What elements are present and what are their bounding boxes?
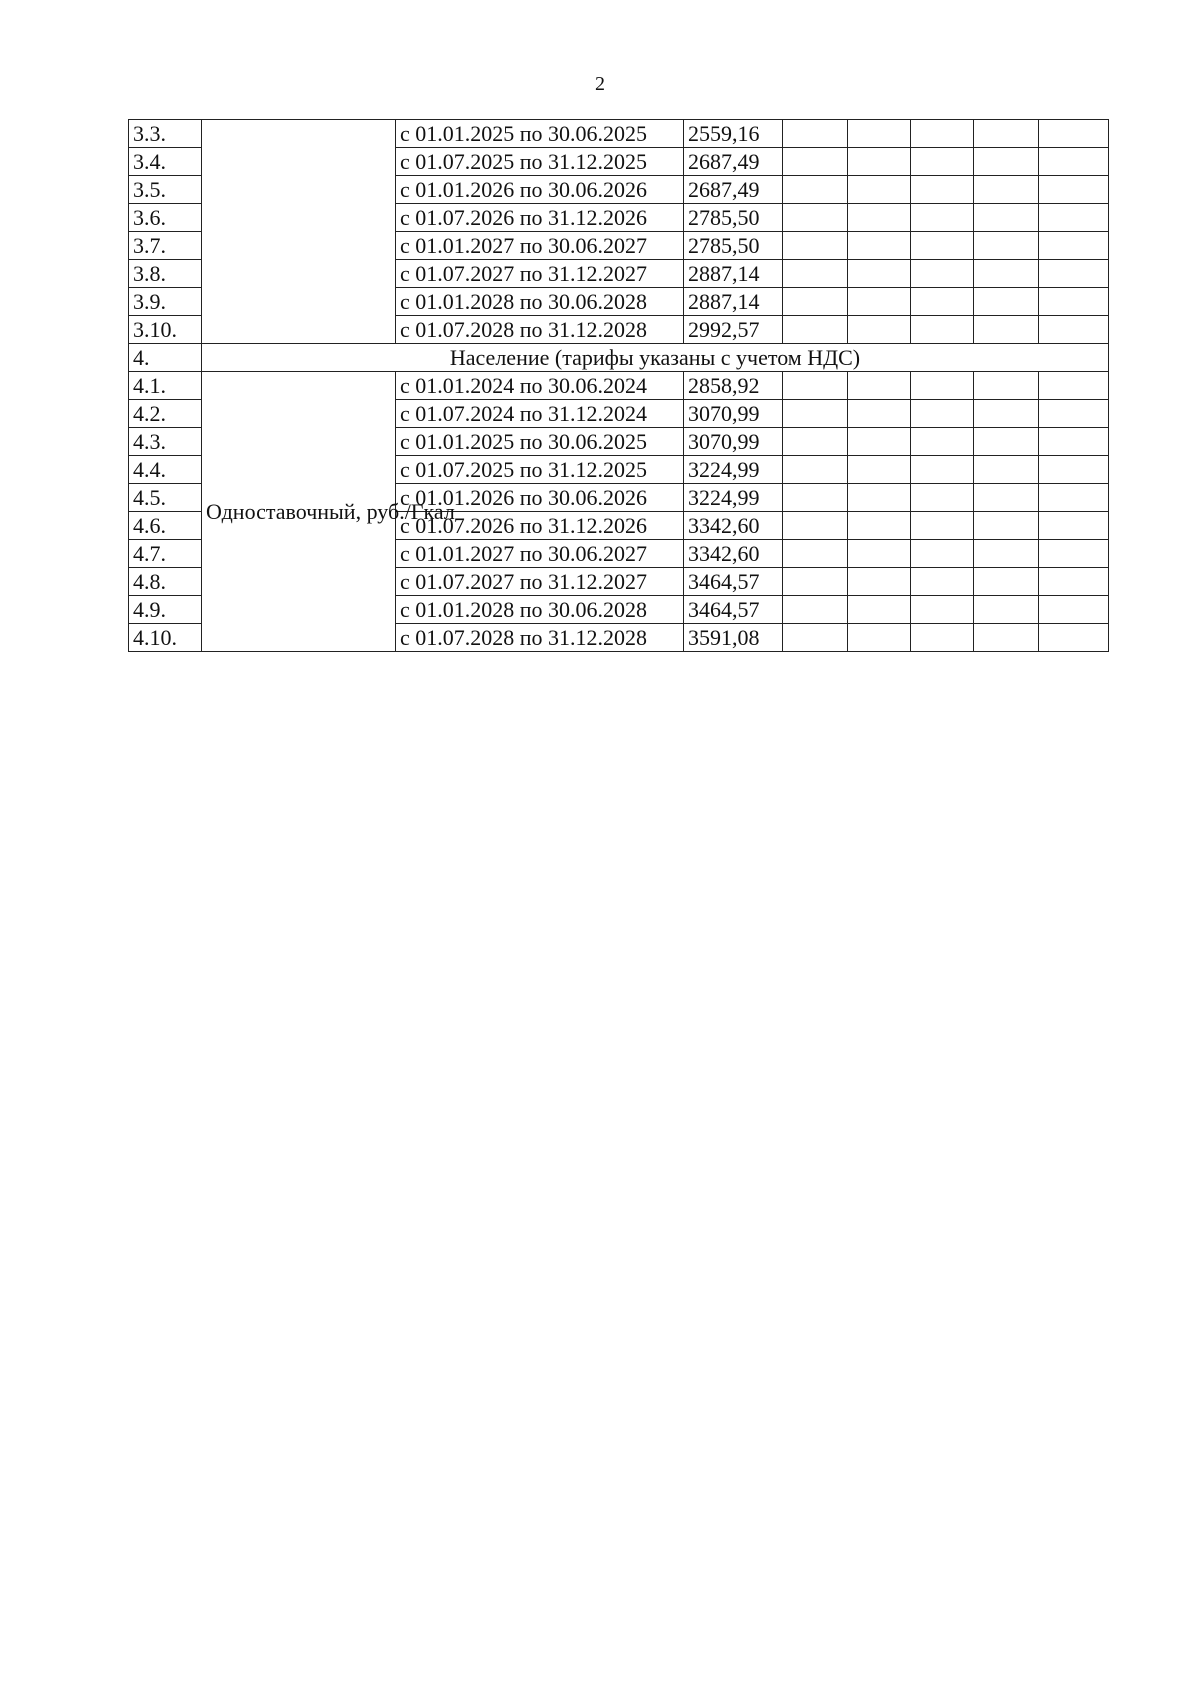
empty-cell — [1039, 120, 1109, 148]
empty-cell — [974, 484, 1039, 512]
empty-cell — [783, 176, 848, 204]
empty-cell — [783, 540, 848, 568]
row-number: 3.5. — [129, 176, 202, 204]
empty-cell — [848, 176, 911, 204]
section-row — [129, 344, 1109, 372]
empty-cell — [848, 288, 911, 316]
empty-cell — [1039, 484, 1109, 512]
empty-cell — [974, 148, 1039, 176]
row-number: 4.2. — [129, 400, 202, 428]
empty-cell — [974, 512, 1039, 540]
section-title: Население (тарифы указаны с учетом НДС) — [202, 344, 1109, 372]
table-row — [129, 120, 1109, 148]
empty-cell — [848, 232, 911, 260]
row-period: с 01.01.2026 по 30.06.2026 — [396, 176, 684, 204]
empty-cell — [848, 484, 911, 512]
empty-cell — [848, 568, 911, 596]
empty-cell — [1039, 260, 1109, 288]
row-period: с 01.07.2027 по 31.12.2027 — [396, 260, 684, 288]
empty-cell — [783, 568, 848, 596]
row-number: 3.3. — [129, 120, 202, 148]
row-number: 4.5. — [129, 484, 202, 512]
empty-cell — [911, 568, 974, 596]
row-period: с 01.07.2028 по 31.12.2028 — [396, 624, 684, 652]
row-period: с 01.01.2028 по 30.06.2028 — [396, 596, 684, 624]
empty-cell — [1039, 316, 1109, 344]
row-value: 3464,57 — [684, 568, 783, 596]
row-value: 3070,99 — [684, 400, 783, 428]
empty-cell — [783, 288, 848, 316]
empty-cell — [911, 120, 974, 148]
row-value: 3342,60 — [684, 540, 783, 568]
empty-cell — [974, 456, 1039, 484]
row-number: 3.4. — [129, 148, 202, 176]
row-period: с 01.01.2027 по 30.06.2027 — [396, 232, 684, 260]
empty-cell — [783, 316, 848, 344]
empty-cell — [783, 624, 848, 652]
empty-cell — [1039, 428, 1109, 456]
row-period: с 01.07.2027 по 31.12.2027 — [396, 568, 684, 596]
empty-cell — [783, 512, 848, 540]
empty-cell — [974, 568, 1039, 596]
empty-cell — [848, 204, 911, 232]
empty-cell — [974, 288, 1039, 316]
empty-cell — [974, 540, 1039, 568]
row-number: 4.3. — [129, 428, 202, 456]
empty-cell — [911, 624, 974, 652]
empty-cell — [848, 596, 911, 624]
empty-cell — [911, 428, 974, 456]
empty-cell — [783, 596, 848, 624]
tariff-type-cell — [202, 120, 396, 344]
row-value: 2887,14 — [684, 288, 783, 316]
empty-cell — [974, 596, 1039, 624]
row-value: 3070,99 — [684, 428, 783, 456]
row-number: 4.1. — [129, 372, 202, 400]
empty-cell — [1039, 288, 1109, 316]
empty-cell — [848, 260, 911, 288]
empty-cell — [848, 400, 911, 428]
empty-cell — [974, 176, 1039, 204]
row-number: 3.10. — [129, 316, 202, 344]
row-period: с 01.01.2026 по 30.06.2026 — [396, 484, 684, 512]
row-number: 4.9. — [129, 596, 202, 624]
empty-cell — [1039, 568, 1109, 596]
row-value: 2559,16 — [684, 120, 783, 148]
empty-cell — [911, 316, 974, 344]
empty-cell — [974, 428, 1039, 456]
row-period: с 01.07.2024 по 31.12.2024 — [396, 400, 684, 428]
row-number: 3.7. — [129, 232, 202, 260]
empty-cell — [848, 512, 911, 540]
empty-cell — [974, 232, 1039, 260]
empty-cell — [911, 204, 974, 232]
empty-cell — [783, 232, 848, 260]
empty-cell — [911, 540, 974, 568]
row-value: 3591,08 — [684, 624, 783, 652]
section-number: 4. — [129, 344, 202, 372]
empty-cell — [848, 316, 911, 344]
row-number: 3.6. — [129, 204, 202, 232]
empty-cell — [848, 148, 911, 176]
row-period: с 01.01.2028 по 30.06.2028 — [396, 288, 684, 316]
empty-cell — [848, 624, 911, 652]
row-period: с 01.01.2024 по 30.06.2024 — [396, 372, 684, 400]
empty-cell — [974, 260, 1039, 288]
row-value: 3224,99 — [684, 484, 783, 512]
empty-cell — [783, 148, 848, 176]
empty-cell — [911, 232, 974, 260]
row-number: 4.4. — [129, 456, 202, 484]
tariff-table — [128, 119, 1109, 652]
empty-cell — [1039, 148, 1109, 176]
row-value: 2992,57 — [684, 316, 783, 344]
row-number: 4.10. — [129, 624, 202, 652]
tariff-table-body — [129, 120, 1109, 652]
empty-cell — [1039, 176, 1109, 204]
empty-cell — [783, 372, 848, 400]
empty-cell — [974, 624, 1039, 652]
row-period: с 01.01.2025 по 30.06.2025 — [396, 428, 684, 456]
empty-cell — [1039, 456, 1109, 484]
empty-cell — [783, 400, 848, 428]
empty-cell — [848, 428, 911, 456]
empty-cell — [911, 456, 974, 484]
empty-cell — [848, 372, 911, 400]
row-number: 3.8. — [129, 260, 202, 288]
empty-cell — [1039, 232, 1109, 260]
empty-cell — [974, 120, 1039, 148]
empty-cell — [783, 484, 848, 512]
row-value: 2887,14 — [684, 260, 783, 288]
empty-cell — [1039, 400, 1109, 428]
row-period: с 01.01.2025 по 30.06.2025 — [396, 120, 684, 148]
empty-cell — [911, 400, 974, 428]
row-period: с 01.07.2026 по 31.12.2026 — [396, 204, 684, 232]
row-value: 3342,60 — [684, 512, 783, 540]
empty-cell — [911, 148, 974, 176]
row-value: 2785,50 — [684, 204, 783, 232]
row-value: 2785,50 — [684, 232, 783, 260]
row-number: 4.8. — [129, 568, 202, 596]
empty-cell — [783, 260, 848, 288]
row-number: 4.6. — [129, 512, 202, 540]
row-value: 2687,49 — [684, 176, 783, 204]
empty-cell — [911, 596, 974, 624]
empty-cell — [911, 512, 974, 540]
row-value: 2858,92 — [684, 372, 783, 400]
empty-cell — [783, 428, 848, 456]
row-period: с 01.07.2028 по 31.12.2028 — [396, 316, 684, 344]
empty-cell — [1039, 540, 1109, 568]
empty-cell — [911, 176, 974, 204]
tariff-type-cell: Одноставочный, руб./Гкал — [202, 372, 396, 652]
empty-cell — [1039, 512, 1109, 540]
empty-cell — [1039, 596, 1109, 624]
empty-cell — [848, 540, 911, 568]
empty-cell — [974, 204, 1039, 232]
row-value: 3224,99 — [684, 456, 783, 484]
empty-cell — [848, 456, 911, 484]
empty-cell — [783, 120, 848, 148]
empty-cell — [911, 484, 974, 512]
row-value: 2687,49 — [684, 148, 783, 176]
empty-cell — [911, 260, 974, 288]
empty-cell — [783, 204, 848, 232]
empty-cell — [974, 400, 1039, 428]
empty-cell — [848, 120, 911, 148]
empty-cell — [911, 288, 974, 316]
row-number: 3.9. — [129, 288, 202, 316]
row-period: с 01.07.2025 по 31.12.2025 — [396, 456, 684, 484]
empty-cell — [1039, 204, 1109, 232]
empty-cell — [911, 372, 974, 400]
empty-cell — [1039, 372, 1109, 400]
row-period: с 01.01.2027 по 30.06.2027 — [396, 540, 684, 568]
empty-cell — [974, 316, 1039, 344]
row-period: с 01.07.2025 по 31.12.2025 — [396, 148, 684, 176]
empty-cell — [974, 372, 1039, 400]
empty-cell — [1039, 624, 1109, 652]
page-number: 2 — [595, 73, 605, 95]
table-row — [129, 372, 1109, 400]
row-period: с 01.07.2026 по 31.12.2026 — [396, 512, 684, 540]
row-number: 4.7. — [129, 540, 202, 568]
row-value: 3464,57 — [684, 596, 783, 624]
empty-cell — [783, 456, 848, 484]
